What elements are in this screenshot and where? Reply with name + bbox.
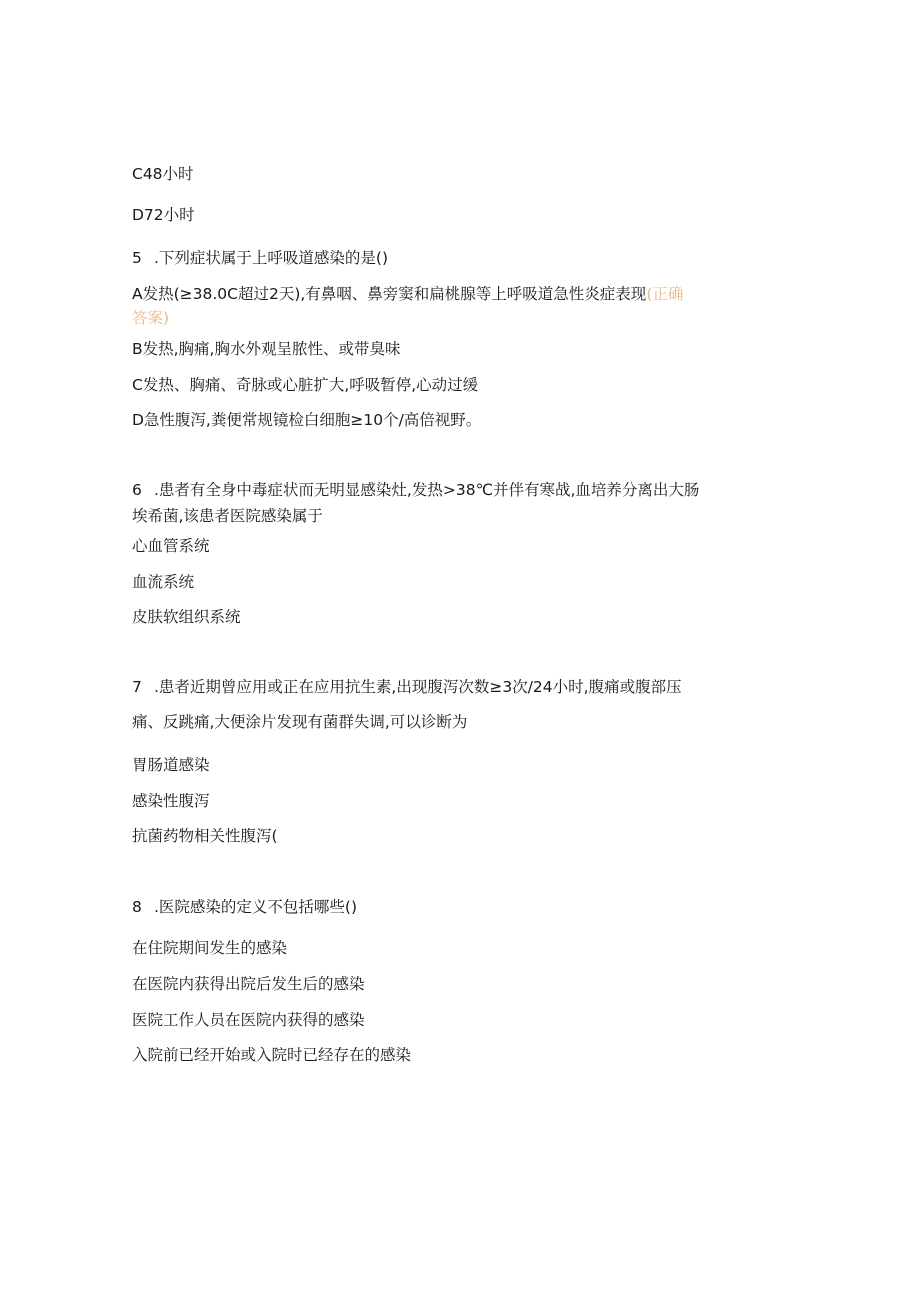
- q5-option-c: C发热、胸痛、奇脉或心脏扩大,呼吸暂停,心动过缓: [132, 376, 479, 394]
- question-7: [132, 677, 682, 697]
- question-6: [132, 480, 699, 500]
- question-6-text-continued: 埃希菌,该患者医院感染属于: [132, 507, 323, 525]
- q7-option-3: 抗菌药物相关性腹泻(: [132, 827, 278, 845]
- question-7-text-continued: 痛、反跳痛,大便涂片发现有菌群失调,可以诊断为: [132, 713, 468, 731]
- question-5: [132, 248, 388, 268]
- answer-tag: (正确: [646, 285, 684, 303]
- q5-option-d: D急性腹泻,粪便常规镜检白细胞≥10个/高倍视野。: [132, 411, 482, 429]
- q8-option-2: 在医院内获得出院后发生后的感染: [132, 975, 365, 993]
- question-number: 5: [132, 249, 142, 267]
- answer-tag-continued: 答案): [132, 309, 170, 327]
- q5-option-a: [132, 284, 683, 304]
- q6-option-1: 心血管系统: [132, 537, 210, 555]
- question-text: .下列症状属于上呼吸道感染的是(): [154, 249, 389, 267]
- question-number: 8: [132, 898, 142, 916]
- question-text: .患者近期曾应用或正在应用抗生素,出现腹泻次数≥3次/24小时,腹痛或腹部压: [154, 678, 682, 696]
- question-number: 7: [132, 678, 142, 696]
- q6-option-2: 血流系统: [132, 573, 195, 591]
- prev-option-d: D72小时: [132, 206, 195, 224]
- question-text: .患者有全身中毒症状而无明显感染灶,发热>38℃并伴有寒战,血培养分离出大肠: [154, 481, 700, 499]
- q7-option-2: 感染性腹泻: [132, 792, 210, 810]
- question-text: .医院感染的定义不包括哪些(): [154, 898, 358, 916]
- prev-option-c: C48小时: [132, 165, 194, 183]
- q7-option-1: 胃肠道感染: [132, 756, 210, 774]
- question-8: [132, 897, 357, 917]
- q6-option-3: 皮肤软组织系统: [132, 608, 241, 626]
- q5-option-b: B发热,胸痛,胸水外观呈脓性、或带臭味: [132, 340, 401, 358]
- question-number: 6: [132, 481, 142, 499]
- q8-option-1: 在住院期间发生的感染: [132, 939, 288, 957]
- option-text: A发热(≥38.0C超过2天),有鼻咽、鼻旁窦和扁桃腺等上呼吸道急性炎症表现: [132, 285, 647, 303]
- q8-option-4: 入院前已经开始或入院时已经存在的感染: [132, 1046, 412, 1064]
- q8-option-3: 医院工作人员在医院内获得的感染: [132, 1011, 365, 1029]
